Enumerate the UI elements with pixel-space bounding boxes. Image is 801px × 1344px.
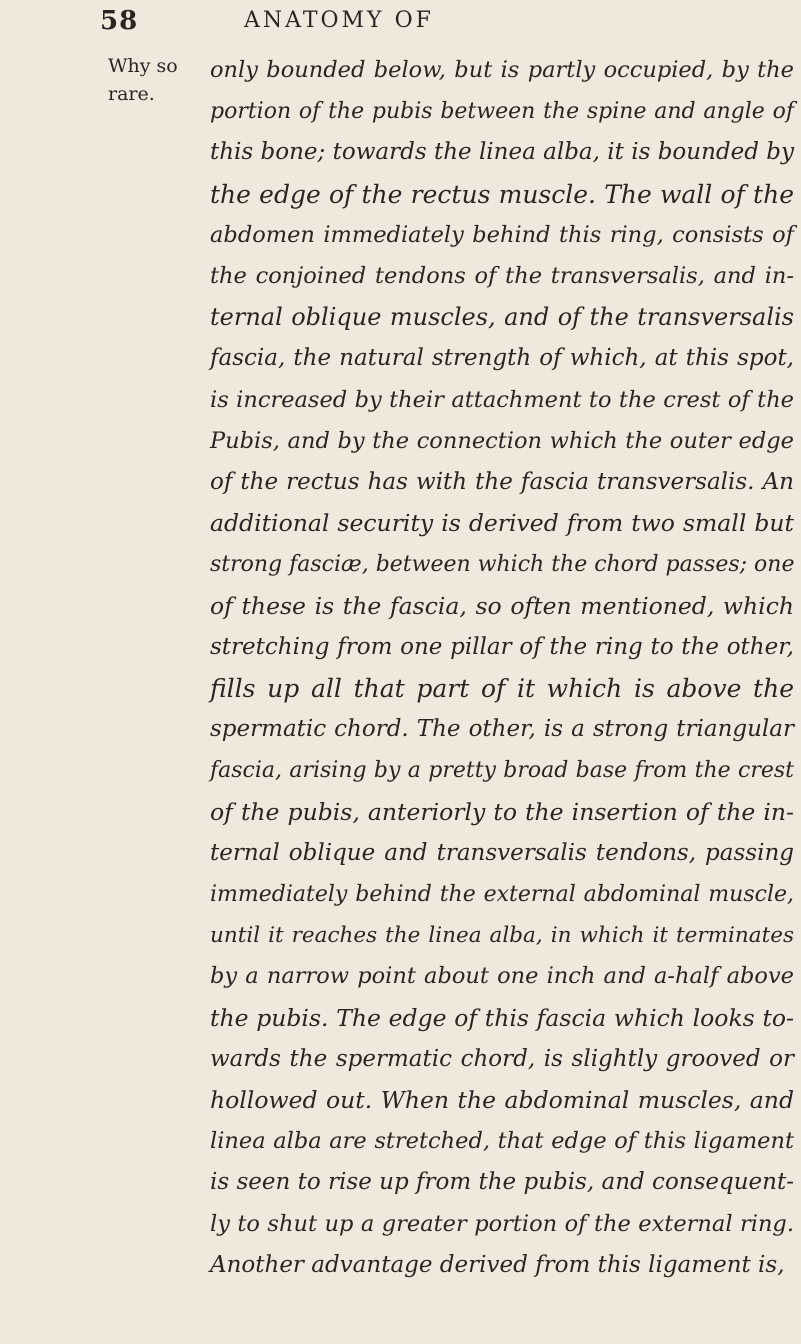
text-line: fascia, the natural strength of which, at this spot, xyxy=(210,345,794,372)
text-line: of these is the fascia, so often mentioned, which xyxy=(210,591,794,620)
text-line: ly to shut up a greater portion of the external ring. xyxy=(210,1210,794,1237)
text-line: linea alba are stretched, that edge of this ligament xyxy=(210,1128,794,1155)
text-line: is seen to rise up from the pubis, and consequent- xyxy=(210,1169,794,1196)
body-text xyxy=(210,50,794,1286)
text-line: Pubis, and by the connection which the outer edge xyxy=(210,427,794,454)
text-line: the edge of the rectus muscle. The wall of the xyxy=(210,179,794,209)
text-line: spermatic chord. The other, is a strong triangular xyxy=(210,716,794,743)
text-line: the pubis. The edge of this fascia which looks to- xyxy=(210,1003,794,1032)
text-line: immediately behind the external abdominal muscle, xyxy=(210,882,794,908)
text-line: fascia, arising by a pretty broad base from the crest xyxy=(210,758,794,784)
text-line: wards the spermatic chord, is slightly grooved or xyxy=(210,1045,794,1072)
text-line: stretching from one pillar of the ring to the other, xyxy=(210,633,794,660)
text-line: Another advantage derived from this ligament is, xyxy=(210,1251,785,1278)
margin-note-line: rare. xyxy=(108,83,155,105)
text-line: hollowed out. When the abdominal muscles, and xyxy=(210,1086,794,1115)
text-line: this bone; towards the linea alba, it is bounded by xyxy=(210,139,794,166)
text-line: ternal oblique muscles, and of the transversalis xyxy=(210,303,794,332)
text-line: ternal oblique and transversalis tendons, passing xyxy=(210,839,794,866)
text-line: of the rectus has with the fascia transversalis. An xyxy=(210,469,794,496)
text-line: by a narrow point about one inch and a-half above xyxy=(210,963,794,990)
text-line: abdomen immediately behind this ring, consists of xyxy=(210,221,794,248)
text-line: portion of the pubis between the spine and angle of xyxy=(210,99,794,125)
margin-note xyxy=(108,52,198,108)
text-line: until it reaches the linea alba, in which it terminates xyxy=(210,923,794,949)
margin-note-line: Why so xyxy=(108,55,178,77)
text-line: fills up all that part of it which is above the xyxy=(210,674,794,704)
text-line: the conjoined tendons of the transversalis, and in- xyxy=(210,263,794,290)
text-line: only bounded below, but is partly occupied, by the xyxy=(210,57,794,83)
text-line: additional security is derived from two small but xyxy=(210,509,794,538)
text-line: is increased by their attachment to the crest of the xyxy=(210,386,794,413)
page-number: 58 xyxy=(100,6,139,36)
text-line: of the pubis, anteriorly to the insertion of the in- xyxy=(210,797,794,826)
running-head: ANATOMY OF xyxy=(244,8,434,33)
text-line: strong fasciæ, between which the chord passes; one xyxy=(210,552,795,578)
